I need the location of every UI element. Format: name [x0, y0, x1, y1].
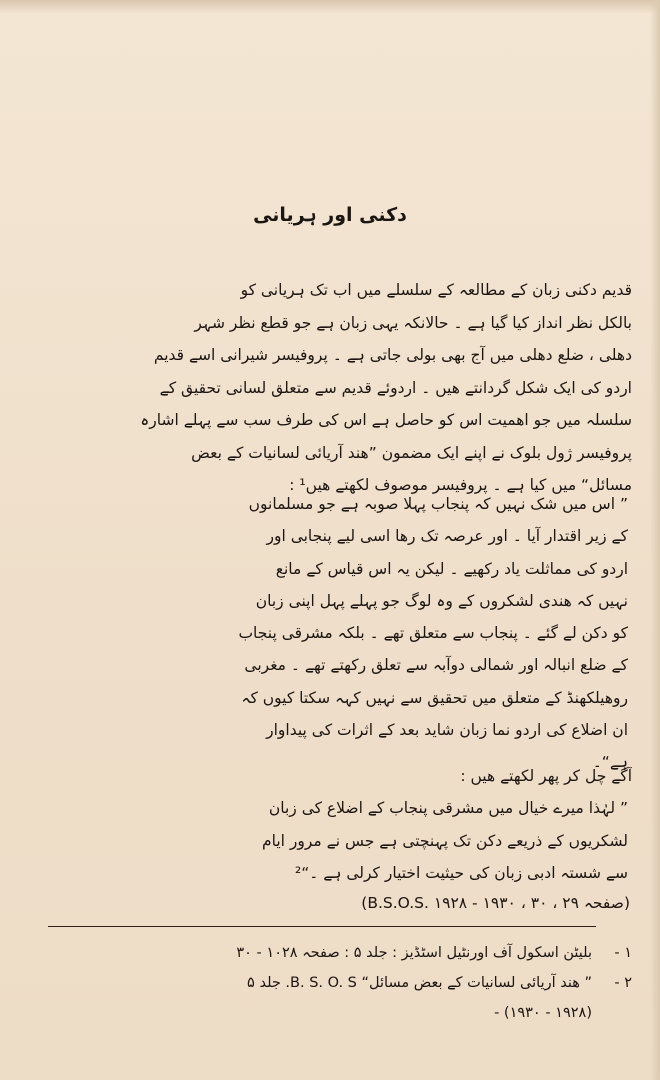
- second-quotation: [88, 792, 628, 890]
- paragraph-line: سلسلہ میں جو اھمیت اس کو حاصل ہے اس کی طرف سب سے پہلے اشارہ: [140, 411, 632, 429]
- paragraph-line: مسائل“ میں کیا ہے ۔ پروفیسر موصوف لکھتے ھیں¹ :: [289, 476, 632, 494]
- footnotes: [40, 938, 632, 1028]
- footnote-text: ” ھند آریائی لسانیات کے بعض مسائل“ B. S. O. S. جلد ۵: [247, 975, 592, 991]
- quotation-line: ” اس میں شک نہیں کہ پنجاب پہلا صوبہ ہے جو مسلمانوں: [248, 495, 628, 513]
- footnote-number: ۱ -: [614, 945, 632, 961]
- footnote-2-continuation: [40, 998, 632, 1028]
- first-quotation: [88, 488, 628, 779]
- quotation-line: نہیں کہ ھندی لشکروں کے وہ لوگ جو پہلے پہل اپنی زبان: [255, 591, 628, 610]
- quotation-line: کو دکن لے گئے ۔ پنجاب سے متعلق تھے ۔ بلکہ مشرقی پنجاب: [238, 624, 628, 643]
- quotation-line: ” لہٰذا میرے خیال میں مشرقی پنجاب کے اضلاع کی زبان: [268, 799, 628, 817]
- page-top-edge-shadow: [0, 0, 660, 14]
- quotation-line: ان اضلاع کی اردو نما زبان شاید بعد کے اثرات کی پیداوار: [266, 721, 628, 740]
- quotation-line: روھیلکھنڈ کے متعلق میں تحقیق سے نہیں کہہ سکتا کیوں کہ: [241, 688, 628, 707]
- quotation-line: کے ضلع انبالہ اور شمالی دوآبہ سے تعلق رکھتے تھے ۔ مغربی: [244, 656, 628, 675]
- footnote-text: بلیٹن اسکول آف اورنٹیل اسٹڈیز : جلد ۵ : صفحہ ۱۰۲۸ - ۳۰: [236, 945, 592, 961]
- page-reference: (صفحہ ۲۹ ، ۳۰ ، B.S.O.S. ۱۹۲۸ - ۱۹۳۰): [361, 894, 630, 912]
- footnote-2: [40, 968, 632, 998]
- footnote-1: [40, 938, 632, 968]
- chapter-title: دکنی اور ہریانی: [253, 204, 407, 226]
- paragraph-line: پروفیسر ژول بلوک نے اپنے ایک مضمون ”ھند آریائی لسانیات کے بعض: [191, 443, 632, 462]
- paragraph-line: قدیم دکنی زبان کے مطالعہ کے سلسلے میں اب تک ہریانی کو: [240, 281, 632, 299]
- footnote-number: ۲ -: [614, 975, 632, 991]
- paragraph-line: دھلی ، ضلع دھلی میں آج بھی بولی جاتی ہے ۔ پروفیسر شیرانی اسے قدیم: [153, 346, 632, 364]
- quotation-line: کے زیر اقتدار آیا ۔ اور عرصہ تک رھا اسی لیے پنجابی اور: [266, 527, 628, 546]
- paragraph-line: اردو کی ایک شکل گردانتے ھیں ۔ اردوئے قدیم سے متعلق لسانی تحقیق کے: [159, 378, 632, 397]
- quotation-line: سے شستہ ادبی زبان کی حیثیت اختیار کرلی ہے ۔“²: [295, 864, 628, 882]
- quotation-line: لشکریوں کے ذریعے دکن تک پہنچتی ہے جس نے مرور ایام: [262, 831, 628, 850]
- second-quote-intro: [58, 760, 632, 792]
- intro-line: آگے چل کر پھر لکھتے ھیں :: [460, 767, 632, 785]
- footnote-divider: [48, 926, 596, 927]
- quotation-line: ہے“۔: [592, 753, 628, 772]
- page-right-edge-shadow: [650, 0, 660, 1080]
- footnote-text: (۱۹۲۸ - ۱۹۳۰) -: [494, 1005, 592, 1021]
- quotation-line: اردو کی مماثلت یاد رکھیے ۔ لیکن یہ اس قیاس کے مانع: [275, 559, 628, 578]
- opening-paragraph: [58, 274, 632, 502]
- paragraph-line: بالکل نظر انداز کیا گیا ہے ۔ حالانکہ یہی زبان ہے جو قطع نظر شہر: [194, 313, 632, 332]
